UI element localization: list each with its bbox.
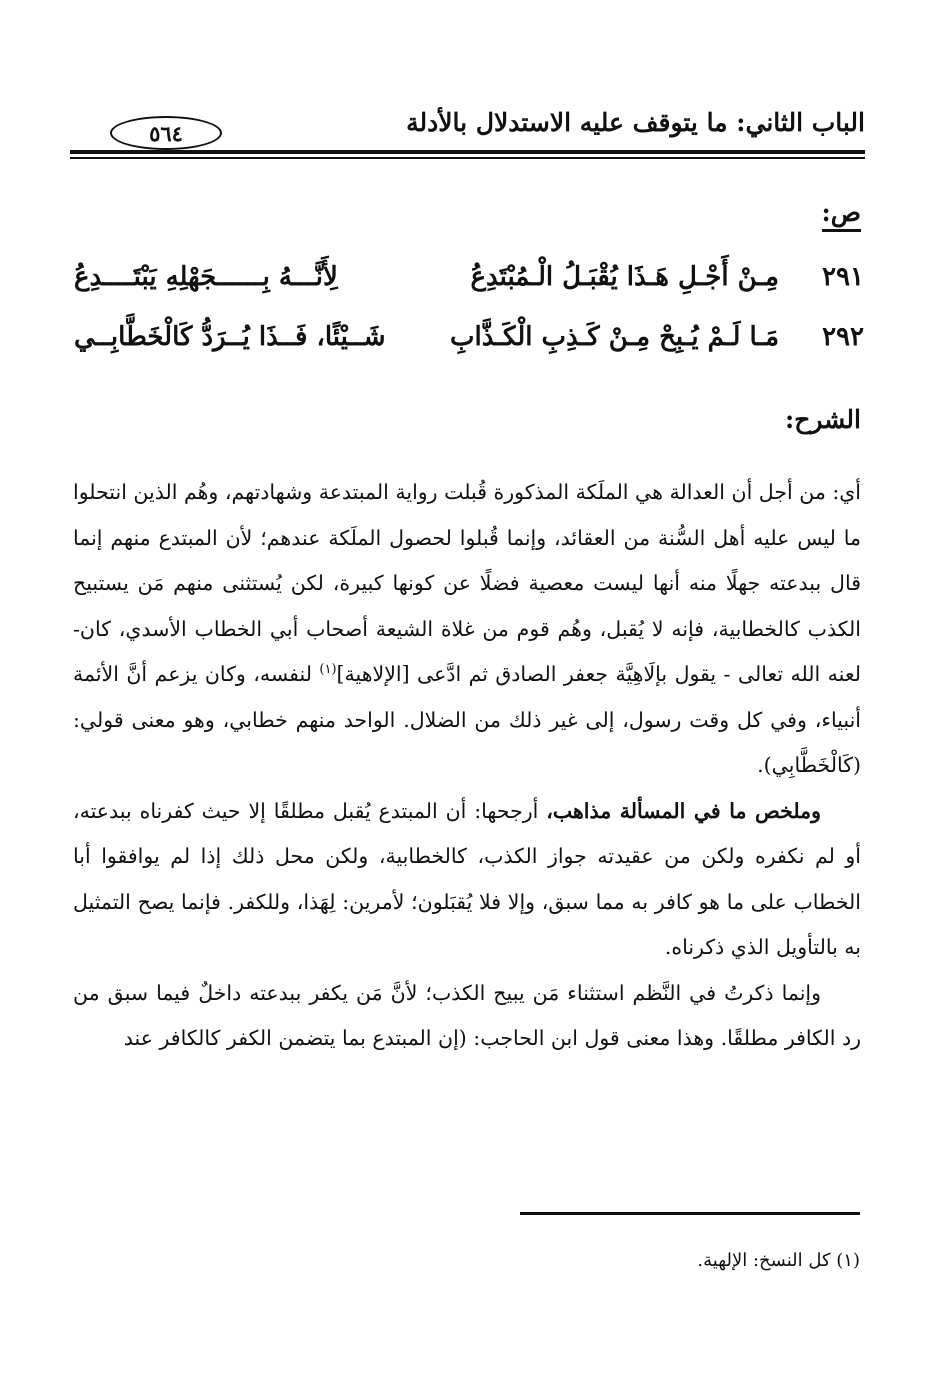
verse-number: ٢٩١ — [822, 262, 864, 292]
header-rule-thick — [70, 150, 865, 154]
verse-first-hemistich: مِـنْ أَجْـلِ هَـذَا يُقْبَـلُ الْـمُبْتَدِعُ — [470, 262, 779, 292]
verse-first-hemistich: مَـا لَـمْ يُـبِحْ مِـنْ كَـذِبِ الْكَـذَّابِ — [450, 322, 779, 352]
verse-second-hemistich: شَــيْئًا، فَــذَا يُــرَدُّ كَالْخَطَّابِــي — [74, 322, 386, 352]
paragraph — [73, 470, 861, 789]
paragraph — [73, 971, 861, 1062]
commentary-body — [73, 470, 861, 1062]
verse-second-hemistich: لِأَنَّـــهُ بِــــــجَهْلِهِ يَبْتَــــدِعُ — [74, 262, 338, 292]
verse-line — [74, 262, 864, 312]
text-section-label: ص: — [822, 198, 861, 232]
paragraph-text: وإنما ذكرتُ في النَّظم استثناء مَن يبيح الكذب؛ لأنَّ مَن يكفر ببدعته داخلٌ فيما سبق من رد الكافر مطلقًا. وهذا معنى قول ابن الحاجب: (إن المبتدع بما يتضمن الكفر كالكافر عند — [73, 980, 861, 1050]
chapter-title: الباب الثاني: ما يتوقف عليه الاستدلال بالأدلة — [406, 108, 865, 137]
running-header — [70, 100, 865, 150]
paragraph-text: أرجحها: أن المبتدع يُقبل مطلقًا إلا حيث كفرناه ببدعته، أو لم نكفره ولكن من عقيدته جواز الكذب، كالخطابية، ولكن محل ذلك إذا لم يوافقوا أبا الخطاب على ما هو كافر به مما سبق، وإلا فلا يُقبَلون؛ لأمرين: لِهَذا، وللكفر. فإنما يصح التمثيل به بالتأويل الذي ذكرناه. — [73, 798, 861, 959]
paragraph-text: أي: من أجل أن العدالة هي الملَكة المذكورة قُبلت رواية المبتدعة وشهادتهم، وهُم الذين انتحلوا ما ليس عليه أهل السُّنة من العقائد، وإنما قُبلوا لحصول الملَكة عندهم؛ لأن المبتدع منهم إنما قال ببدعته جهلًا منه أنها ليست معصية فضلًا عن كونها كبيرة، لكن يُستثنى منهم مَن يستبيح الكذب كالخطابية، فإنه لا يُقبل، وهُم قوم من غلاة الشيعة أصحاب أبي الخطاب الأسدي، كان- لعنه الله تعالى - يقول بإلَاهِيَّة جعفر الصادق ثم ادَّعى [الإلاهية] — [73, 480, 861, 686]
verse-line — [74, 322, 864, 372]
verse-number: ٢٩٢ — [822, 322, 864, 352]
paragraph-text: لنفسه، وكان يزعم أنَّ الأئمة أنبياء، وفي كل وقت رسول، إلى غير ذلك من الضلال. الواحد منهم خطابي، وهو معنى قولي: (كَالْخَطَّابِي). — [73, 662, 861, 777]
paragraph — [73, 789, 861, 971]
footnote-separator — [520, 1212, 860, 1215]
header-rule-thin — [70, 157, 865, 159]
footnote: (١) كل النسخ: الإلهية. — [697, 1250, 860, 1271]
page-number: ٥٦٤ — [110, 116, 222, 150]
paragraph-lead: وملخص ما في المسألة مذاهب، — [546, 798, 821, 823]
commentary-section-label: الشرح: — [784, 405, 861, 434]
footnote-reference[interactable]: (١) — [319, 662, 337, 678]
